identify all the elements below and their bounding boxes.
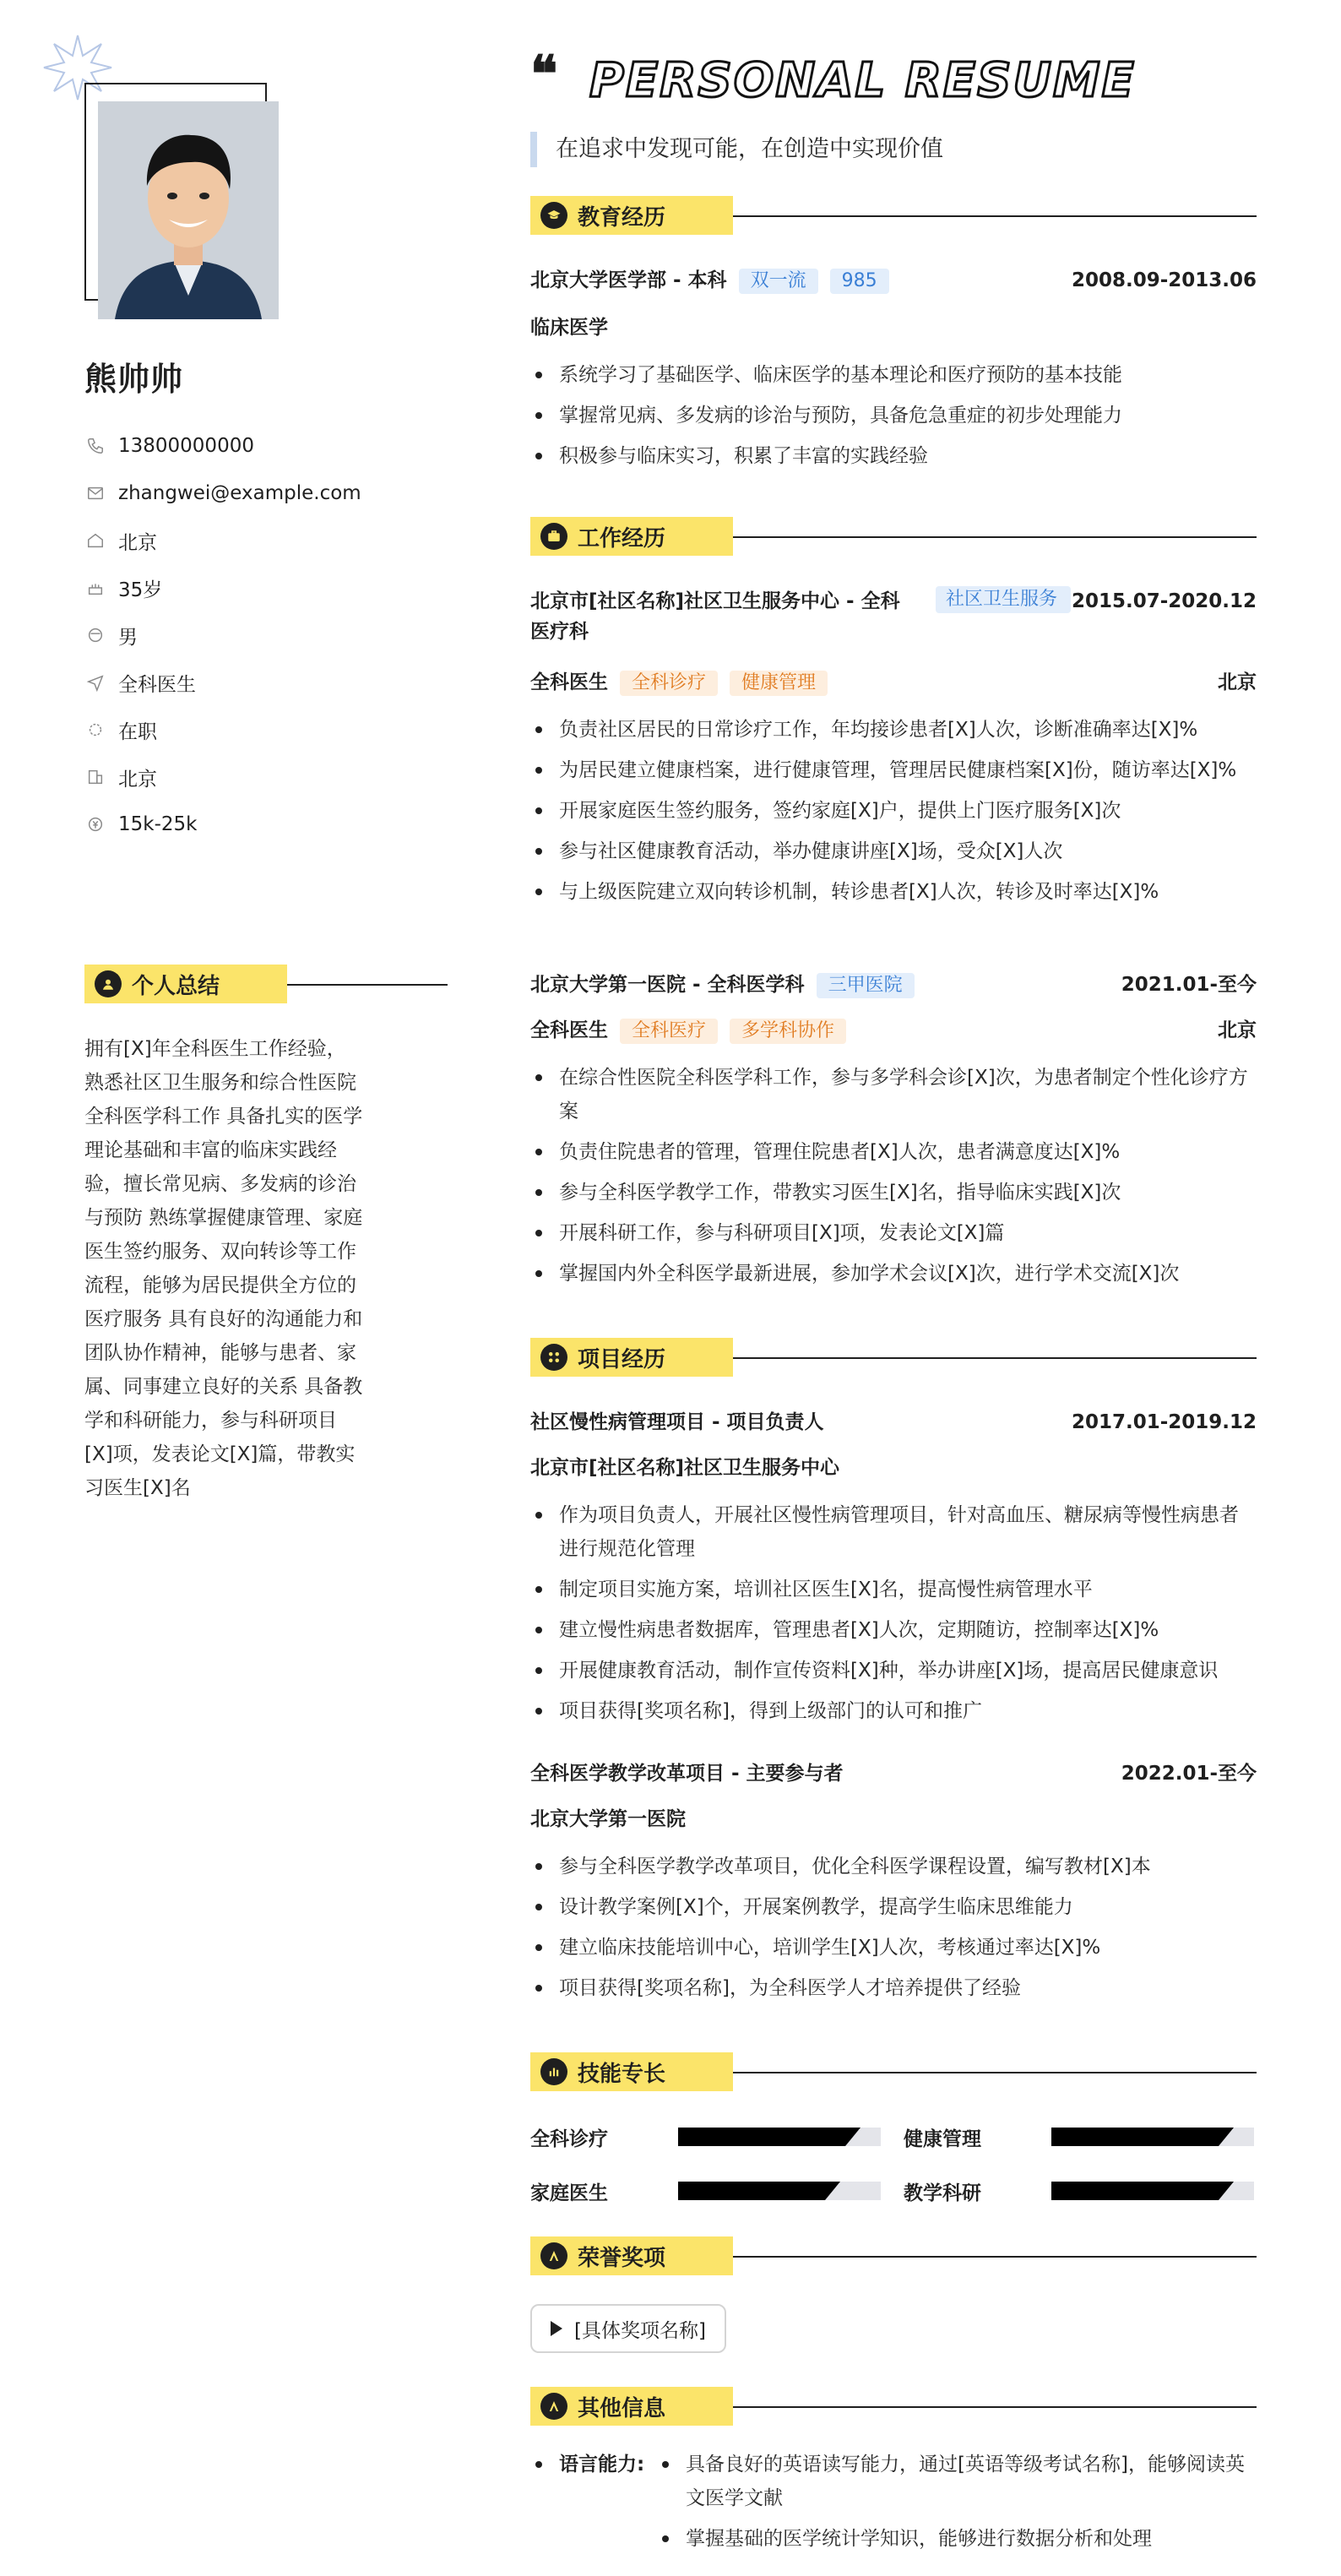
job-entry-header <box>530 970 1257 1000</box>
list-item: 具备良好的英语读写能力，通过[英语等级考试名称]，能够阅读英文医学文献 <box>657 2448 1257 2515</box>
list-item: 负责社区居民的日常诊疗工作，年均接诊患者[X]人次，诊断准确率达[X]% <box>530 713 1257 747</box>
skill-name: 家庭医生 <box>530 2182 608 2204</box>
list-item: 参与全科医学教学改革项目，优化全科医学课程设置，编写教材[X]本 <box>530 1850 1257 1883</box>
other-bullets <box>657 2448 1257 2562</box>
skill-bar <box>1051 2182 1254 2200</box>
award-icon <box>540 2242 567 2269</box>
status-icon <box>84 719 106 741</box>
list-item: 掌握国内外全科医学最新进展，参加学术会议[X]次，进行学术交流[X]次 <box>530 1257 1257 1291</box>
info-text: 13800000000 <box>118 435 254 457</box>
section-divider <box>733 2072 1257 2073</box>
info-text: 男 <box>118 626 138 649</box>
section-title: 项目经历 <box>578 1346 666 1372</box>
info-a-icon <box>540 2393 567 2420</box>
job-bullets <box>530 1061 1257 1297</box>
skill-name: 教学科研 <box>904 2182 981 2204</box>
section-pill <box>530 2387 733 2426</box>
project-entry-header <box>530 1758 1257 1789</box>
skill-bar <box>1051 2128 1254 2146</box>
job-bullets <box>530 713 1257 916</box>
skill-item <box>530 2122 881 2152</box>
left-column <box>0 0 439 2576</box>
project-org: 北京大学第一医院 <box>530 1808 686 1830</box>
play-triangle-icon <box>551 2321 562 2336</box>
summary-section-header <box>84 965 363 1003</box>
tag-badge: 985 <box>830 269 889 294</box>
project-name: 全科医学教学改革项目 - 主要参与者 <box>530 1763 844 1785</box>
user-icon <box>95 970 122 997</box>
contact-info-list <box>84 422 361 848</box>
list-item: 开展健康教育活动，制作宣传资料[X]种，举办讲座[X]场，提高居民健康意识 <box>530 1654 1257 1687</box>
avatar <box>98 101 279 319</box>
section-divider <box>733 215 1257 217</box>
job-role <box>530 667 828 698</box>
list-item: 与上级医院建立双向转诊机制，转诊患者[X]人次，转诊及时率达[X]% <box>530 875 1257 909</box>
list-item: 为居民建立健康档案，进行健康管理，管理居民健康档案[X]份，随访率达[X]% <box>530 753 1257 787</box>
list-item: 掌握基础的医学统计学知识，能够进行数据分析和处理 <box>657 2522 1257 2556</box>
award-item <box>530 2304 726 2353</box>
section-pill <box>530 1338 733 1377</box>
project-name: 社区慢性病管理项目 - 项目负责人 <box>530 1411 824 1433</box>
info-text: 北京 <box>118 531 157 554</box>
education-bullets <box>530 358 1257 480</box>
school-text: 北京大学医学部 - 本科 <box>530 269 727 291</box>
info-address <box>84 517 361 564</box>
section-pill <box>530 196 733 235</box>
date-range: 2021.01-至今 <box>1121 974 1257 996</box>
list-item: 参与社区健康教育活动，举办健康讲座[X]场，受众[X]人次 <box>530 834 1257 868</box>
list-item: 作为项目负责人，开展社区慢性病管理项目，针对高血压、糖尿病等慢性病患者进行规范化管理 <box>530 1498 1257 1566</box>
job-role-row <box>530 667 1257 698</box>
section-title: 荣誉奖项 <box>578 2245 666 2271</box>
info-salary <box>84 801 361 848</box>
tag-badge: 多学科协作 <box>730 1019 846 1044</box>
other-label: 语言能力: <box>530 2448 644 2481</box>
info-text: zhangwei@example.com <box>118 482 361 504</box>
info-text: 在职 <box>118 720 157 743</box>
list-item: 积极参与临床实习，积累了丰富的实践经验 <box>530 439 1257 473</box>
job-org: 北京市[社区名称]社区卫生服务中心 - 全科医疗科 <box>530 590 900 643</box>
project-org: 北京市[社区名称]社区卫生服务中心 <box>530 1457 840 1479</box>
right-column <box>530 0 1257 2576</box>
grid-icon <box>540 1344 567 1371</box>
skill-item <box>904 2176 1254 2206</box>
phone-icon <box>84 435 106 457</box>
org-text: 北京大学第一医院 - 全科医学科 <box>530 974 805 996</box>
section-divider <box>733 1357 1257 1359</box>
school-name <box>530 265 889 296</box>
info-status <box>84 706 361 753</box>
project-entry-header <box>530 1407 1257 1437</box>
mail-icon <box>84 482 106 504</box>
date-range: 2017.01-2019.12 <box>1071 1411 1257 1433</box>
skill-bar-fill <box>1051 2182 1234 2200</box>
info-position <box>84 659 361 706</box>
section-divider <box>287 984 448 986</box>
list-item: 参与全科医学教学工作，带教实习医生[X]名，指导临床实践[X]次 <box>530 1176 1257 1209</box>
graduation-cap-icon <box>540 202 567 229</box>
section-pill <box>530 517 733 556</box>
section-pill <box>84 965 287 1003</box>
section-title: 个人总结 <box>132 973 220 999</box>
job-entry-header <box>530 586 1257 647</box>
list-item: 在综合性医院全科医学科工作，参与多学科会诊[X]次，为患者制定个性化诊疗方案 <box>530 1061 1257 1128</box>
tag-badge: 社区卫生服务 <box>936 586 1071 613</box>
section-pill <box>530 2052 733 2091</box>
info-age <box>84 564 361 611</box>
education-entry <box>530 265 1257 296</box>
role-text: 全科医生 <box>530 1019 608 1041</box>
skill-bar <box>678 2128 881 2146</box>
resume-title: PERSONAL RESUME <box>589 53 1136 108</box>
candidate-name: 熊帅帅 <box>84 361 184 398</box>
skill-bar-fill <box>678 2128 861 2146</box>
briefcase-icon <box>540 523 567 550</box>
date-range: 2022.01-至今 <box>1121 1763 1257 1785</box>
cake-icon <box>84 577 106 599</box>
list-item: 设计教学案例[X]个，开展案例教学，提高学生临床思维能力 <box>530 1890 1257 1924</box>
honors-section-header <box>530 2236 1257 2275</box>
section-title: 技能专长 <box>578 2061 666 2087</box>
date-range: 2008.09-2013.06 <box>1071 269 1257 291</box>
section-divider <box>733 536 1257 538</box>
education-section-header <box>530 196 1257 235</box>
job-org <box>530 970 915 1000</box>
info-city <box>84 753 361 801</box>
summary-text: 拥有[X]年全科医生工作经验，熟悉社区卫生服务和综合性医院全科医学科工作 具备扎实的医学理论基础和丰富的临床实践经验，擅长常见病、多发病的诊治与预防 熟练掌握健康管理、家庭医生签约服务、双向转诊等工作流程，能够为居民提供全方位的医疗服务 具有良好的沟通能力和团队协作精神，能够与患者、家属、同事建立良好的关系 具备教学和科研能力，参与科研项目[X]项，发表论文[X]篇，带教实习医生[X]名 <box>84 1038 363 1499</box>
projects-section-header <box>530 1338 1257 1377</box>
section-title: 其他信息 <box>578 2395 666 2421</box>
info-text: 15k-25k <box>118 813 198 835</box>
job-role-row <box>530 1015 1257 1046</box>
skill-bar-fill <box>1051 2128 1234 2146</box>
section-title: 工作经历 <box>578 525 666 552</box>
skills-section-header <box>530 2052 1257 2091</box>
job-city: 北京 <box>1218 671 1257 693</box>
quote-mark: ❝ <box>530 45 558 104</box>
skill-name: 健康管理 <box>904 2128 981 2150</box>
list-item: 建立慢性病患者数据库，管理患者[X]人次，定期随访，控制率达[X]% <box>530 1613 1257 1647</box>
list-item: 项目获得[奖项名称]，为全科医学人才培养提供了经验 <box>530 1971 1257 2005</box>
skill-item <box>904 2122 1254 2152</box>
home-icon <box>84 530 106 552</box>
section-divider <box>733 2256 1257 2258</box>
list-item: 负责住院患者的管理，管理住院患者[X]人次，患者满意度达[X]% <box>530 1135 1257 1169</box>
skill-name: 全科诊疗 <box>530 2128 608 2150</box>
building-icon <box>84 766 106 788</box>
info-text: 北京 <box>118 768 157 791</box>
role-text: 全科医生 <box>530 671 608 693</box>
job-role <box>530 1015 846 1046</box>
section-divider <box>733 2406 1257 2408</box>
job-city: 北京 <box>1218 1019 1257 1041</box>
info-text: 全科医生 <box>118 673 196 696</box>
section-pill <box>530 2236 733 2275</box>
info-gender <box>84 611 361 659</box>
award-text: [具体奖项名称] <box>574 2319 706 2342</box>
skill-item <box>530 2176 881 2206</box>
skill-bar <box>678 2182 881 2200</box>
tag-badge: 全科医疗 <box>620 1019 718 1044</box>
info-email <box>84 470 361 517</box>
info-text: 35岁 <box>118 579 163 601</box>
list-item: 建立临床技能培训中心，培训学生[X]人次，考核通过率达[X]% <box>530 1931 1257 1965</box>
list-item: 制定项目实施方案，培训社区医生[X]名，提高慢性病管理水平 <box>530 1573 1257 1606</box>
tag-badge: 三甲医院 <box>817 973 915 998</box>
tag-badge: 健康管理 <box>730 671 828 696</box>
project-bullets <box>530 1850 1257 2012</box>
resume-subtitle: 在追求中发现可能，在创造中实现价值 <box>530 132 943 167</box>
project-bullets <box>530 1498 1257 1735</box>
bar-chart-icon <box>540 2058 567 2085</box>
info-phone <box>84 422 361 470</box>
list-item: 开展家庭医生签约服务，签约家庭[X]户，提供上门医疗服务[X]次 <box>530 794 1257 828</box>
list-item: 开展科研工作，参与科研项目[X]项，发表论文[X]篇 <box>530 1216 1257 1250</box>
tag-badge: 全科诊疗 <box>620 671 718 696</box>
skill-bar-fill <box>678 2182 840 2200</box>
tag-badge: 双一流 <box>739 269 818 294</box>
list-item: 项目获得[奖项名称]，得到上级部门的认可和推广 <box>530 1694 1257 1728</box>
gender-icon <box>84 624 106 646</box>
major: 临床医学 <box>530 317 608 339</box>
salary-icon <box>84 813 106 835</box>
section-title: 教育经历 <box>578 204 666 231</box>
list-item: 掌握常见病、多发病的诊治与预防，具备危急重症的初步处理能力 <box>530 399 1257 432</box>
list-item: 系统学习了基础医学、临床医学的基本理论和医疗预防的基本技能 <box>530 358 1257 392</box>
other-section-header <box>530 2387 1257 2426</box>
date-range: 2015.07-2020.12 <box>1071 590 1257 612</box>
send-icon <box>84 671 106 693</box>
work-section-header <box>530 517 1257 556</box>
